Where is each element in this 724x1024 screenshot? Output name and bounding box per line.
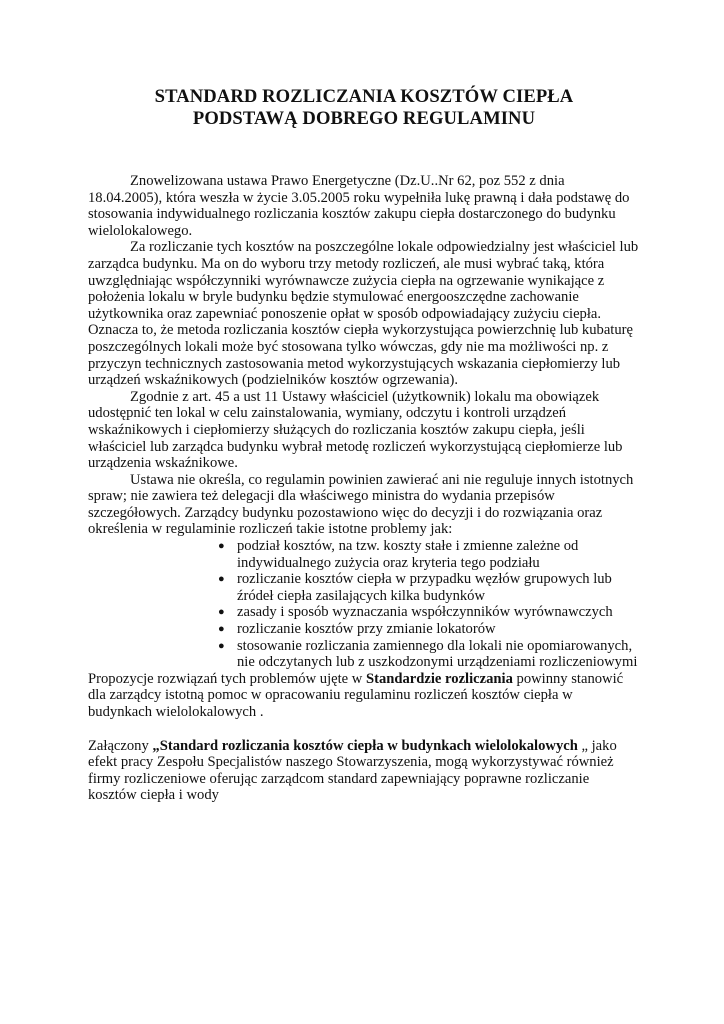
proposals-text-before: Propozycje rozwiązań tych problemów ujęte w: [88, 670, 366, 687]
list-item-text: rozliczanie kosztów ciepła w przypadku węzłów grupowych lub źródeł ciepła zasilających kilka budynków: [237, 571, 612, 604]
list-item: [215, 571, 640, 604]
proposals-text-after: powinny stanowić dla zarządcy istotną pomoc w opracowaniu regulaminu rozliczeń kosztów ciepła w budynkach wielolokalowych .: [88, 670, 624, 720]
paragraph-regulation-scope: Ustawa nie określa, co regulamin powinien zawierać ani nie reguluje innych istotnych spraw; nie zawiera też delegacji dla właściwego ministra do wydania przepisów szczegółowych. Zarządcy budynku pozostawiono więc do decyzji i do rozwiązania oraz określenia w regulaminie rozliczeń takie istotne problemy jak:: [88, 471, 634, 538]
attachment-text-before: Załączony: [88, 737, 153, 754]
paragraph-responsibility: Za rozliczanie tych kosztów na poszczególne lokale odpowiedzialny jest właściciel lub zarządca budynku. Ma on do wyboru trzy metody rozliczeń, ale musi wybrać taką, która uwzględniając współczynniki wyrównawcze zużycia ciepła na ogrzewanie wynikające z położenia lokalu w bryle budynku będzie stymulować energooszczędne zachowanie użytkownika oraz zapewniać ponoszenie opłat w sposób odpowiadający zużyciu ciepła. Oznacza to, że metoda rozliczania kosztów ciepła wykorzystująca powierzchnię lub kubaturę poszczególnych lokali może być stosowana tylko wówczas, gdy nie ma możliwości np. z przyczyn technicznych zastosowania metod wykorzystujących wskazania ciepłomierzy lub urządzeń wskaźnikowych (podzielników kosztów ogrzewania).: [88, 239, 639, 389]
paragraph-access-obligation: Zgodnie z art. 45 a ust 11 Ustawy właściciel (użytkownik) lokalu ma obowiązek udostępnić ten lokal w celu zainstalowania, wymiany, odczytu i kontroli urządzeń wskaźnikowych i ciepłomierzy służących do rozliczania kosztów zakupu ciepła, jeśli właściciel lub zarządca budynku wybrał metodę rozliczeń wykorzystującą ciepłomierze lub urządzenia wskaźnikowe.: [88, 388, 623, 472]
list-item: [215, 638, 640, 671]
paragraph-law-amendment: Znowelizowana ustawa Prawo Energetyczne (Dz.U..Nr 62, poz 552 z dnia 18.04.2005), która weszła w życie 3.05.2005 roku wypełniła lukę prawną i dała podstawę do stosowania indywidualnego rozliczania kosztów zakupu ciepła dostarczonego do budynku wielolokalowego.: [88, 173, 630, 239]
attachment-standard-title: „Standard rozliczania kosztów ciepła w budynkach wielolokalowych: [152, 737, 578, 754]
title-line-2: PODSTAWĄ DOBREGO REGULAMINU: [192, 108, 536, 129]
paragraph-proposals: [88, 671, 640, 721]
bullet-icon: ●: [218, 623, 225, 636]
list-item-text: stosowanie rozliczania zamiennego dla lokali nie opomiarowanych, nie odczytanych lub z uszkodzonymi urządzeniami rozliczeniowymi: [237, 637, 638, 671]
proposals-standard-term: Standardzie rozliczania: [366, 670, 513, 687]
list-item-text: podział kosztów, na tzw. koszty stałe i zmienne zależne od indywidualnego zużycia oraz kryteria tego podziału: [237, 538, 579, 571]
list-item-text: rozliczanie kosztów przy zmianie lokatorów: [237, 621, 496, 638]
bullet-icon: ●: [218, 606, 225, 619]
bullet-icon: ●: [218, 540, 225, 553]
list-item: [215, 604, 640, 621]
document-title: [88, 86, 640, 130]
title-line-1: STANDARD ROZLICZANIA KOSZTÓW CIEPŁA: [154, 86, 574, 107]
bullet-icon: ●: [218, 639, 225, 652]
bullet-icon: ●: [218, 573, 225, 586]
list-item: [215, 538, 640, 571]
problems-list: [88, 538, 640, 671]
list-item: [215, 621, 640, 638]
attachment-text-after: „ jako efekt pracy Zespołu Specjalistów naszego Stowarzyszenia, mogą wykorzystywać również firmy rozliczeniowe oferując zarządcom standard zapewniający poprawne rozliczanie kosztów ciepła i wody: [88, 737, 617, 804]
paragraph-attachment: [88, 738, 640, 804]
document-page: [88, 86, 640, 804]
paragraph-spacer: [88, 721, 640, 738]
list-item-text: zasady i sposób wyznaczania współczynników wyrównawczych: [237, 604, 613, 621]
document-body: [88, 173, 640, 804]
